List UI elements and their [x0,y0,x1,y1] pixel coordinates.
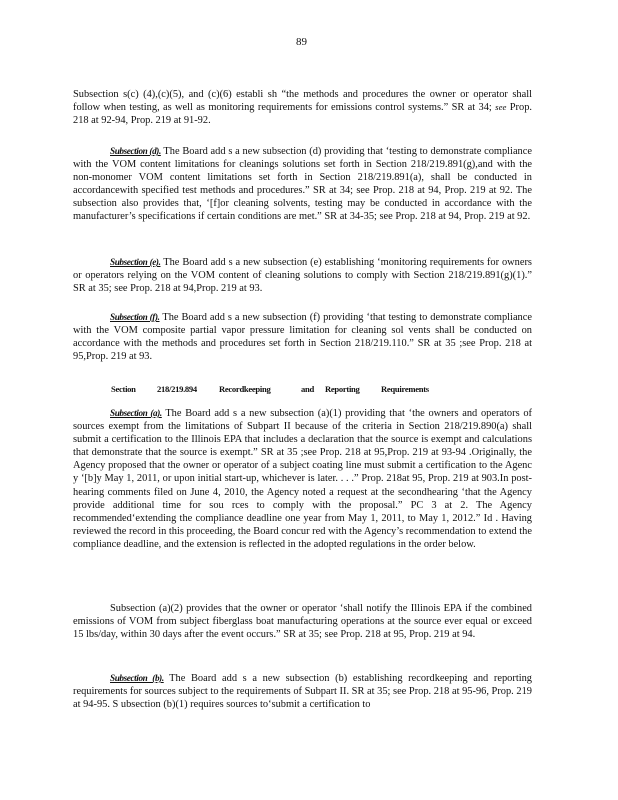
paragraph-subsection-f [73,311,532,363]
paragraph-text: Subsection (a)(2) provides that the owner or operator ‘shall notify the Illinois EPA if the combined emissions of VOM from subject fiberglass boat manufacturing operations at the source ever equal or exceed 15 lbs/day, within 30 days after the event occurs.” SR at 35; see Prop. 218 at 95, Prop. 219 at 94. [73,603,532,641]
paragraph-subsection-e [73,256,532,295]
section-heading [111,383,447,396]
page-number: 89 [296,36,307,48]
section-number: 218/219.894 [157,384,197,394]
paragraph-subsection-a [73,407,532,551]
subsection-label: Subsection (a). [110,408,162,418]
paragraph-text: The Board add s a new subsection (d) providing that ‘testing to demonstrate compliance with the VOM content limitations for cleanings solutions set forth in Section 218/219.891(g),and with the non-monomer VOM content limitations set forth in Section 218/219.891(a), shall be conducted in accordancewith specified test methods and procedures.” SR at 34; see Prop. 218 at 94, Prop. 219 at 92. The subsection also provides that, ‘[f]or cleaning solvents, testing may be conducted in accordance with the manufacturer’s specifications if certain conditions are met.” SR at 34-35; see Prop. 218 at 94, Prop. 219 at 92. [73,146,532,223]
see-signal: see [495,102,507,113]
subsection-label: Subsection (e). [110,257,161,267]
section-word: Section [111,384,136,394]
heading-title-1: Recordkeeping [219,384,271,394]
paragraph-subsection-b [73,672,532,711]
paragraph-subsection-d [73,145,532,224]
heading-title-3: Requirements [381,384,429,394]
paragraph-text-tail: Prop. 218 at 92-94, Prop. 219 at 91-92. [73,102,532,127]
subsection-label: Subsection (d). [110,146,161,156]
paragraph-text: The Board add s a new subsection (f) providing ‘that testing to demonstrate compliance with the VOM composite partial vapor pressure limitation for cleaning sol vents shall be conducted on accordance with the methods and procedures set forth in Section 218/219.110.” SR at 35 ;see Prop. 218 at 95,Prop. 219 at 93. [73,312,532,363]
subsection-label: Subsection (b). [110,673,164,683]
paragraph-text: The Board add s a new subsection (e) establishing ‘monitoring requirements for owners or operators relying on the VOM content of cleaning solutions to comply with Section 218/219.891(g)(1).” SR at 35; see Prop. 218 at 94,Prop. 219 at 93. [73,257,532,295]
paragraph-subsection-a2 [73,602,532,641]
heading-title-2: Reporting [325,384,360,394]
heading-and: and [301,384,314,394]
subsection-label: Subsection (f). [110,312,160,322]
paragraph-subsection-c [73,88,532,127]
paragraph-text: The Board add s a new subsection (b) establishing recordkeeping and reporting requirements for sources subject to the requirements of Subpart II. SR at 35; see Prop. 218 at 95-96, Prop. 219 at 94-95. S ubsection (b)(1) requires sources to‘submit a certification to [73,673,532,711]
paragraph-text: The Board add s a new subsection (a)(1) providing that ‘the owners and operators of sources exempt from the limitations of Subpart II because of the criteria in Section 218/219.890(a) shall submit a certification to the Illinois EPA that includes a declaration that the source is exempt and calculations that demonstrate that the source is exempt.” SR at 35 ;see Prop. 218 at 95,Prop. 219 at 93-94 .Originally, the Agency proposed that the owner or operator of a subject coating line must submit a certification to the Agenc y ‘[b]y May 1, 2011, or upon initial start-up, whichever is later. . . .” Prop. 218at 95, Prop. 219 at 903.In post-hearing comments filed on June 4, 2010, the Agency noted a request at the secondhearing ‘that the Agency provide additional time for sou rces to comply with the proposal.” PC 3 at 2. The Agency recommended‘extending the compliance deadline one year from May 1, 2011, to May 1, 2012.” Id . Having reviewed the record in this proceeding, the Board concur red with the Agency’s recommendation to extend the compliance deadline, and the extension is reflected in the adopted regulations in the order below. [73,408,532,550]
paragraph-text: Subsection s(c) (4),(c)(5), and (c)(6) establi sh “the methods and procedures the owner or operator shall follow when testing, as well as monitoring requirements for emissions control systems.” SR at 34; [73,89,532,114]
